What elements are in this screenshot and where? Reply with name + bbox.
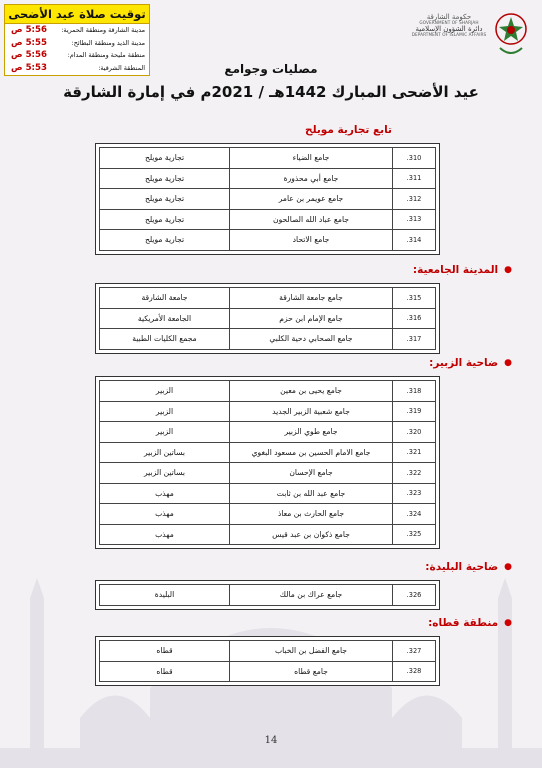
- mosque-name: جامع أبي محذورة: [230, 168, 393, 189]
- row-number: 314.: [393, 230, 436, 251]
- table-row: [100, 329, 436, 350]
- row-number: 317.: [393, 329, 436, 350]
- dept-ar-top: حكومة الشارقة: [426, 13, 472, 21]
- row-number: 318.: [393, 381, 436, 402]
- section-heading: [429, 357, 512, 369]
- row-number: 325.: [393, 524, 436, 545]
- table-row: [100, 148, 436, 169]
- time-row-time: 5:56 ص: [11, 50, 47, 61]
- table-row: [100, 442, 436, 463]
- table-row: [100, 381, 436, 402]
- mosque-name: جامع الاتحاد: [230, 230, 393, 251]
- department-name: [408, 14, 490, 38]
- area-name: البليدة: [100, 585, 230, 606]
- area-name: مهذب: [100, 504, 230, 525]
- time-row: [5, 37, 149, 50]
- mosque-name: جامع عبد الله بن ثابت: [230, 483, 393, 504]
- mosque-name: جامع عباد الله الصالحون: [230, 209, 393, 230]
- section-heading-label: المدينة الجامعية:: [412, 264, 499, 276]
- area-name: قطاه: [100, 641, 230, 662]
- time-row-region: مدينة الشارقة ومنطقة الحمرية:: [61, 26, 145, 35]
- area-name: بساتين الزبير: [100, 463, 230, 484]
- mosque-table: [95, 283, 440, 354]
- table-row: [100, 524, 436, 545]
- dept-en-1: GOVERNMENT OF SHARJAH: [419, 20, 479, 26]
- table-row: [100, 661, 436, 682]
- area-name: بساتين الزبير: [100, 442, 230, 463]
- row-number: 320.: [393, 422, 436, 443]
- document-title: مصليات وجوامع: [224, 62, 318, 76]
- row-number: 327.: [393, 641, 436, 662]
- time-row-time: 5:53 ص: [11, 62, 47, 73]
- time-row-region: مدينة الذيد ومنطقة البطائح:: [71, 38, 145, 47]
- mosque-name: جامع الامام الحسين بن مسعود البغوي: [230, 442, 393, 463]
- time-row: [5, 49, 149, 62]
- mosque-name: جامع شعبية الزبير الجديد: [230, 401, 393, 422]
- row-number: 312.: [393, 189, 436, 210]
- time-row: [5, 24, 149, 37]
- row-number: 324.: [393, 504, 436, 525]
- mosque-name: جامع عويمر بن عامر: [230, 189, 393, 210]
- row-number: 316.: [393, 308, 436, 329]
- table-row: [100, 422, 436, 443]
- area-name: مهذب: [100, 483, 230, 504]
- table-row: [100, 401, 436, 422]
- section-heading-label: تابع تجارية مويلح: [305, 124, 392, 136]
- mosque-name: جامع عراك بن مالك: [230, 585, 393, 606]
- table-row: [100, 585, 436, 606]
- section-heading-label: ضاحية الزبير:: [429, 357, 499, 369]
- dept-ar-2: دائرة الشؤون الإسلامية: [415, 24, 483, 33]
- row-number: 310.: [393, 148, 436, 169]
- row-number: 319.: [393, 401, 436, 422]
- mosque-name: جامع الفضل بن الخباب: [230, 641, 393, 662]
- row-number: 322.: [393, 463, 436, 484]
- mosque-name: جامع الصحابي دحية الكلبي: [230, 329, 393, 350]
- mosque-table: [95, 636, 440, 686]
- mosque-name: جامع الحارث بن معاذ: [230, 504, 393, 525]
- table-row: [100, 504, 436, 525]
- area-name: الزبير: [100, 422, 230, 443]
- page-number: 14: [264, 735, 278, 746]
- mosque-name: جامع الإمام ابن حزم: [230, 308, 393, 329]
- area-name: تجارية مويلح: [100, 148, 230, 169]
- bullet-icon: ●: [504, 618, 512, 628]
- section-heading: [425, 561, 512, 573]
- bullet-icon: ●: [504, 358, 512, 368]
- bullet-icon: ●: [504, 562, 512, 572]
- time-row-region: منطقة مليحة ومنطقة المدام:: [67, 51, 145, 60]
- section-heading: [305, 124, 392, 136]
- area-name: جامعة الشارقة: [100, 288, 230, 309]
- area-name: تجارية مويلح: [100, 168, 230, 189]
- table-row: [100, 230, 436, 251]
- mosque-name: جامع قطاه: [230, 661, 393, 682]
- time-row-time: 5:55 ص: [11, 37, 47, 48]
- mosque-table: [95, 143, 440, 255]
- mosque-name: جامع ذكوان بن عبد قيس: [230, 524, 393, 545]
- dept-en-2: DEPARTMENT OF ISLAMIC AFFAIRS: [411, 32, 487, 38]
- mosque-name: جامع جامعة الشارقة: [230, 288, 393, 309]
- bullet-icon: ●: [504, 265, 512, 275]
- table-row: [100, 288, 436, 309]
- mosque-table: [95, 376, 440, 549]
- row-number: 313.: [393, 209, 436, 230]
- table-row: [100, 168, 436, 189]
- document-subtitle: عيد الأضحى المبارك 1442هـ / 2021م في إمارة الشارقة: [63, 83, 479, 101]
- mosque-name: جامع الإحسان: [230, 463, 393, 484]
- row-number: 323.: [393, 483, 436, 504]
- row-number: 328.: [393, 661, 436, 682]
- area-name: مجمع الكليات الطبية: [100, 329, 230, 350]
- area-name: الزبير: [100, 381, 230, 402]
- table-row: [100, 483, 436, 504]
- row-number: 311.: [393, 168, 436, 189]
- table-row: [100, 189, 436, 210]
- mosque-name: جامع الضياء: [230, 148, 393, 169]
- row-number: 321.: [393, 442, 436, 463]
- section-heading-label: منطقة قطاه:: [428, 617, 499, 629]
- mosque-name: جامع يحيى بن معين: [230, 381, 393, 402]
- section-heading: [428, 617, 512, 629]
- table-row: [100, 308, 436, 329]
- section-heading: [413, 264, 512, 276]
- row-number: 315.: [393, 288, 436, 309]
- area-name: مهذب: [100, 524, 230, 545]
- times-box-title: توقيت صلاة عيد الأضحى: [5, 5, 149, 24]
- area-name: تجارية مويلح: [100, 209, 230, 230]
- table-row: [100, 209, 436, 230]
- time-row-time: 5:56 ص: [11, 25, 47, 36]
- section-heading-label: ضاحية البليدة:: [425, 561, 499, 573]
- area-name: تجارية مويلح: [100, 189, 230, 210]
- area-name: تجارية مويلح: [100, 230, 230, 251]
- area-name: الزبير: [100, 401, 230, 422]
- table-row: [100, 641, 436, 662]
- table-row: [100, 463, 436, 484]
- time-row-region: المنطقة الشرقية:: [98, 63, 145, 72]
- mosque-name: جامع طوي الزبير: [230, 422, 393, 443]
- area-name: الجامعة الأمريكية: [100, 308, 230, 329]
- area-name: قطاه: [100, 661, 230, 682]
- mosque-table: [95, 580, 440, 610]
- row-number: 326.: [393, 585, 436, 606]
- sharjah-emblem-icon: [494, 12, 528, 58]
